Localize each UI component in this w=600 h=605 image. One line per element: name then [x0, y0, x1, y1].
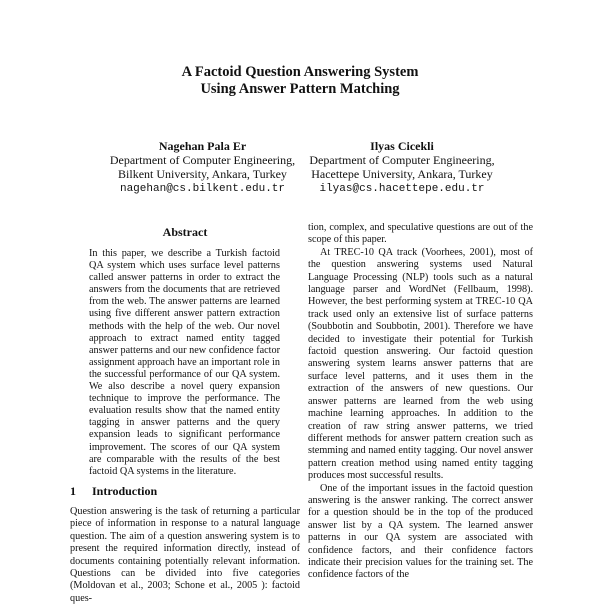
section-title: Introduction: [92, 484, 158, 498]
paragraph: tion, complex, and speculative questions are out of the scope of this paper.: [308, 222, 533, 246]
paragraph: One of the important issues in the factoid question answering is the answer ranking. The correct answer for a question should be in the top of the produced answer list by a QA system. The learned answer patterns in our QA system are associated with confidence factors, and their confidence factors indicate their precision values for the training set. The confidence factors of the: [308, 482, 533, 581]
right-column: [308, 222, 533, 582]
author-1: [105, 139, 300, 196]
title-line-1: A Factoid Question Answering System: [181, 64, 419, 80]
author-email: nagehan@cs.bilkent.edu.tr: [119, 183, 286, 195]
paragraph: At TREC-10 QA track (Voorhees, 2001), most of the question answering systems used Natural Language Processing (NLP) tools such as a natural language parser and WordNet (Fellbaum, 1998). However, the best performing system at TREC-10 QA track used only an extensive list of surface patterns (Soubbotin and Soubbotin, 2001). Therefore we have decided to investigate their potential for Turkish factoid question answering. Our factoid question answering system learns answer patterns that are surface level patterns, and it uses them in the extraction of the answers of new questions. Our answer patterns are learned from the web using machine learning approaches. In addition to the creation of raw string answer patterns, we tried different methods for answer pattern creation such as stemming and named entity tagging. Our novel answer pattern creation method using named entity tagging produces most successful results.: [308, 246, 533, 482]
author-name: Ilyas Cicekli: [370, 139, 434, 153]
author-university: Bilkent University, Ankara, Turkey: [118, 167, 287, 181]
section-number: 1: [70, 484, 76, 498]
author-2: [302, 139, 502, 196]
author-email: ilyas@cs.hacettepe.edu.tr: [319, 183, 485, 195]
section-heading: [70, 484, 300, 499]
title-line-2: Using Answer Pattern Matching: [200, 81, 400, 97]
abstract-heading: Abstract: [162, 225, 208, 239]
author-university: Hacettepe University, Ankara, Turkey: [311, 167, 493, 181]
author-department: Department of Computer Engineering,: [109, 153, 296, 167]
author-department: Department of Computer Engineering,: [309, 153, 495, 167]
author-name: Nagehan Pala Er: [158, 139, 247, 153]
introduction-text: Question answering is the task of returning a particular piece of information in response to a natural language question. The aim of a question answering system is to present the required information directly, instead of documents containing potentially relevant information. Questions can be divided into five categories (Moldovan et al., 2003; Schone et al., 2005 ): factoid ques-: [70, 506, 300, 604]
abstract-text: In this paper, we describe a Turkish factoid QA system which uses surface level patterns called answer patterns in order to extract the answers from the documents that are retrieved from the web. The answer patterns are learned using five different answer pattern extraction methods with the help of the web. Our novel approach to extract named entity tagged answer patterns and our new confidence factor assignment approach have an important role in the successful performance of our QA system. We also describe a novel query expansion technique to improve the performance. The evaluation results show that the named entity tagging in answer patterns and the query expansion leads to significant performance improvement. The scores of our QA system are comparable with the results of the best factoid QA systems in the literature.: [89, 248, 280, 477]
paper-title: [0, 64, 600, 98]
